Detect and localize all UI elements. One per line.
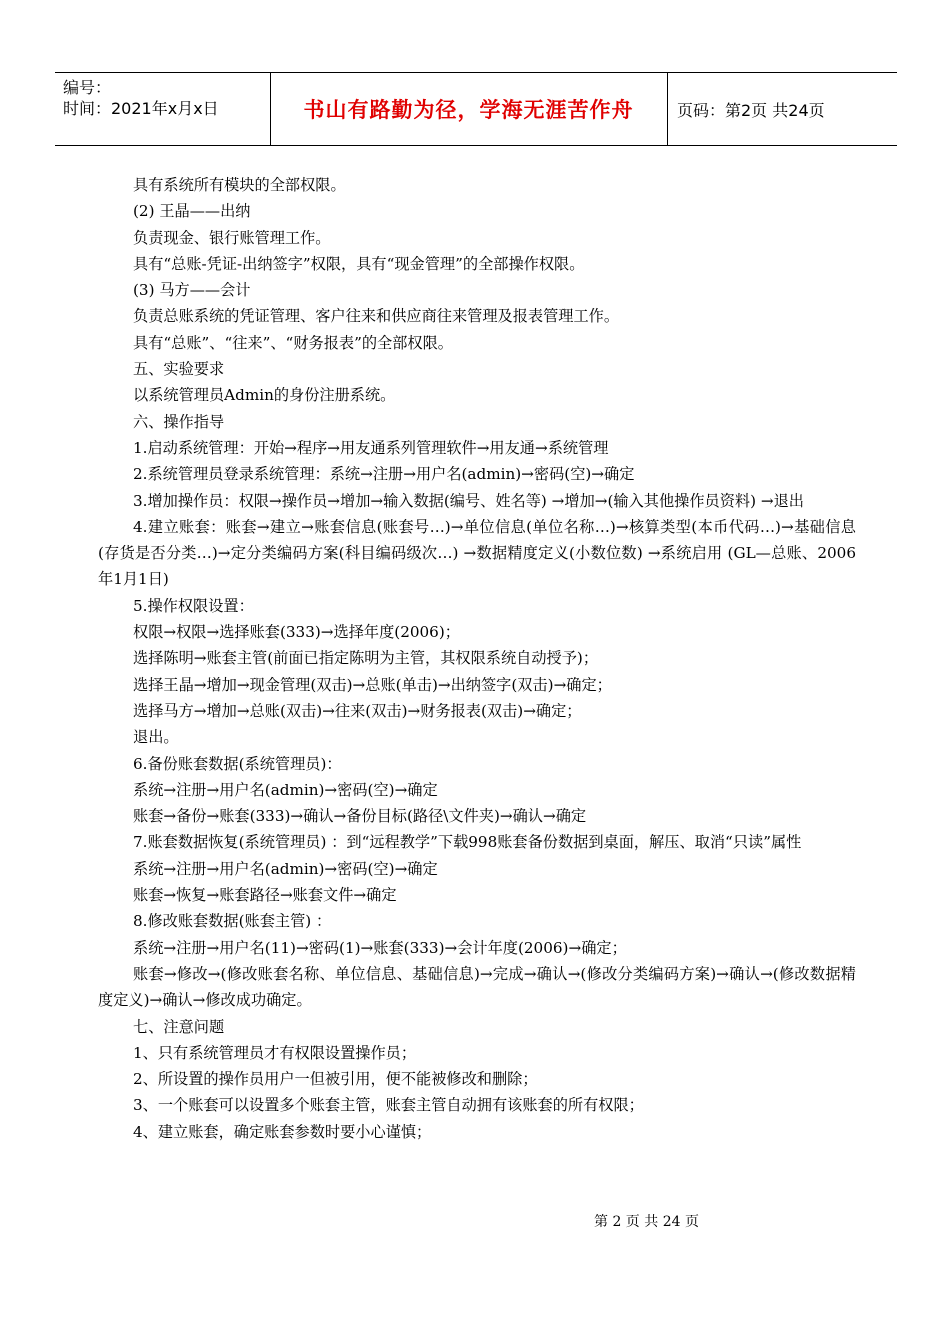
paragraph: 2.系统管理员登录系统管理：系统→注册→用户名(admin)→密码(空)→确定 <box>133 465 635 484</box>
paragraph: 系统→注册→用户名(admin)→密码(空)→确定 <box>133 859 438 878</box>
header-motto: 书山有路勤为径，学海无涯苦作舟 <box>303 98 634 122</box>
header-page-info: 页码：第2页 共24页 <box>677 100 825 120</box>
paragraph: 2、所设置的操作员用户一但被引用，便不能被修改和删除； <box>133 1070 538 1089</box>
paragraph: 3.增加操作员：权限→操作员→增加→输入数据(编号、姓名等) →增加→(输入其他操作员资料) →退出 <box>133 491 804 510</box>
section-heading: 六、操作指导 <box>133 412 225 431</box>
paragraph: 账套→修改→(修改账套名称、单位信息、基础信息)→完成→确认→(修改分类编码方案)→确认→(修改数据精度定义)→确认→修改成功确定。 <box>98 964 856 1010</box>
paragraph: 系统→注册→用户名(11)→密码(1)→账套(333)→会计年度(2006)→确定； <box>133 938 627 957</box>
paragraph: 7.账套数据恢复(系统管理员) ：到“远程教学”下载998账套备份数据到桌面，解压、取消“只读”属性 <box>133 833 802 852</box>
header-meta <box>63 77 219 119</box>
document-body <box>98 172 856 1145</box>
paragraph: (3) 马方——会计 <box>133 281 251 300</box>
paragraph: 选择王晶→增加→现金管理(双击)→总账(单击)→出纳签字(双击)→确定； <box>133 675 612 694</box>
paragraph: 以系统管理员Admin的身份注册系统。 <box>133 386 396 405</box>
paragraph: 退出。 <box>133 728 179 747</box>
header-divider <box>667 73 668 145</box>
paragraph: 8.修改账套数据(账套主管) ： <box>133 912 332 931</box>
paragraph: 5.操作权限设置： <box>133 596 254 615</box>
paragraph: 4、建立账套，确定账套参数时要小心谨慎； <box>133 1122 432 1141</box>
document-number: 编号： <box>63 78 112 97</box>
paragraph: 系统→注册→用户名(admin)→密码(空)→确定 <box>133 780 438 799</box>
paragraph: (2) 王晶——出纳 <box>133 202 251 221</box>
page-header <box>55 72 897 146</box>
paragraph: 具有“总账”、“往来”、“财务报表”的全部权限。 <box>133 333 453 352</box>
paragraph: 具有系统所有模块的全部权限。 <box>133 176 346 194</box>
paragraph: 账套→备份→账套(333)→确认→备份目标(路径\文件夹)→确认→确定 <box>133 807 587 826</box>
paragraph: 选择陈明→账套主管(前面已指定陈明为主管，其权限系统自动授予)； <box>133 649 599 668</box>
paragraph: 1、只有系统管理员才有权限设置操作员； <box>133 1043 417 1062</box>
paragraph: 具有“总账-凭证-出纳签字”权限，具有“现金管理”的全部操作权限。 <box>133 254 585 273</box>
paragraph: 1.启动系统管理：开始→程序→用友通系列管理软件→用友通→系统管理 <box>133 438 609 457</box>
paragraph: 4.建立账套：账套→建立→账套信息(账套号…)→单位信息(单位名称…)→核算类型(本币代码…)→基础信息(存货是否分类…)→定分类编码方案(科目编码级次…) →数据精度定义(小数位数) →系统启用 (GL—总账、2006年1月1日) <box>98 517 856 589</box>
paragraph: 6.备份账套数据(系统管理员)： <box>133 754 342 773</box>
paragraph: 选择马方→增加→总账(双击)→往来(双击)→财务报表(双击)→确定； <box>133 701 582 720</box>
section-heading: 五、实验要求 <box>133 360 225 379</box>
paragraph: 3、一个账套可以设置多个账套主管，账套主管自动拥有该账套的所有权限； <box>133 1096 644 1115</box>
paragraph: 负责总账系统的凭证管理、客户往来和供应商往来管理及报表管理工作。 <box>133 307 619 326</box>
paragraph: 账套→恢复→账套路径→账套文件→确定 <box>133 886 397 905</box>
paragraph: 权限→权限→选择账套(333)→选择年度(2006)； <box>133 623 460 642</box>
document-time: 时间：2021年x月x日 <box>63 99 219 118</box>
page-footer: 第 2 页 共 24 页 <box>594 1214 699 1230</box>
section-heading: 七、注意问题 <box>133 1017 225 1036</box>
paragraph: 负责现金、银行账管理工作。 <box>133 228 331 247</box>
